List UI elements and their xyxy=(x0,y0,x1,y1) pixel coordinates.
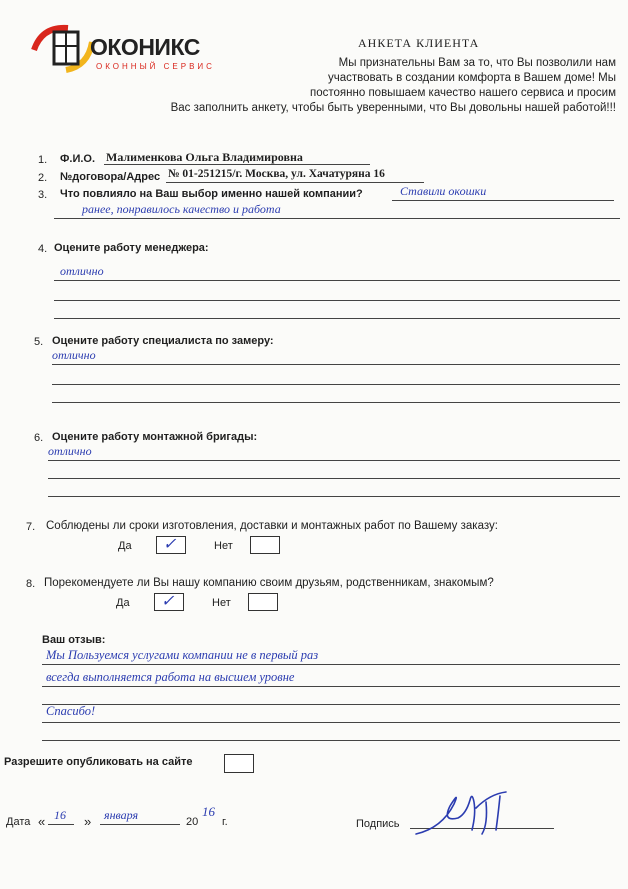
q8-no-checkbox[interactable] xyxy=(248,593,278,611)
intro-line: постоянно повышаем качество нашего сервиса и просим xyxy=(310,87,616,99)
q4-line-1 xyxy=(54,280,620,281)
q4-answer[interactable]: отлично xyxy=(60,264,104,278)
date-day[interactable]: 16 xyxy=(54,808,66,822)
q2-number: 2. xyxy=(38,172,48,184)
q8-yes-label: Да xyxy=(116,597,130,609)
q6-line-3 xyxy=(48,496,620,497)
checkmark-icon: ✓ xyxy=(161,593,175,610)
q8-no-label: Нет xyxy=(212,597,231,609)
review-line xyxy=(42,704,620,705)
logo-name: ОКОНИКС xyxy=(90,34,200,60)
date-open-quote: « xyxy=(38,814,46,829)
review-line-text[interactable]: Спасибо! xyxy=(46,704,96,718)
q4-number: 4. xyxy=(38,243,48,255)
logo-subtitle: ОКОННЫЙ СЕРВИС xyxy=(96,62,215,71)
q5-line-1 xyxy=(52,364,620,365)
q1-value[interactable]: Малименкова Ольга Владимировна xyxy=(106,150,303,164)
q7-number: 7. xyxy=(26,521,36,533)
q3-label: Что повлияло на Ваш выбор именно нашей компании? xyxy=(60,188,363,200)
q2-value[interactable]: № 01-251215/г. Москва, ул. Хачатуряна 16 xyxy=(168,168,385,180)
q7-yes-label: Да xyxy=(118,540,132,552)
checkmark-icon: ✓ xyxy=(163,536,177,553)
q5-line-2 xyxy=(52,384,620,385)
review-line xyxy=(42,740,620,741)
q4-line-3 xyxy=(54,318,620,319)
intro-text xyxy=(96,56,616,116)
form-title: АНКЕТА КЛИЕНТА xyxy=(358,36,480,50)
signature-label: Подпись xyxy=(356,818,400,830)
review-line-text[interactable]: Мы Пользуемся услугами компании не в первый раз xyxy=(46,648,319,662)
review-label: Ваш отзыв: xyxy=(42,634,106,646)
date-close-quote: » xyxy=(84,814,92,829)
q6-answer[interactable]: отлично xyxy=(48,444,92,458)
date-month-line xyxy=(100,824,180,825)
q2-label: №договора/Адрес xyxy=(60,171,161,183)
intro-line: участвовать в создании комфорта в Вашем доме! Мы xyxy=(327,72,616,84)
date-year-prefix: 20 xyxy=(186,816,199,828)
date-year-end: г. xyxy=(222,816,228,828)
review-line xyxy=(42,686,620,687)
q1-number: 1. xyxy=(38,154,48,166)
intro-line: Вас заполнить анкету, чтобы быть уверенными, что Вы довольны нашей работой!!! xyxy=(170,102,616,114)
handwritten-signature[interactable] xyxy=(412,784,522,840)
publish-checkbox[interactable] xyxy=(224,754,254,773)
q6-line-1 xyxy=(48,460,620,461)
q2-line xyxy=(166,182,424,183)
q7-yes-checkbox[interactable] xyxy=(156,536,186,554)
review-line xyxy=(42,664,620,665)
date-label: Дата xyxy=(6,816,31,828)
date-year[interactable]: 16 xyxy=(202,804,215,819)
q5-line-3 xyxy=(52,402,620,403)
q5-answer[interactable]: отлично xyxy=(52,348,96,362)
date-day-line xyxy=(48,824,74,825)
q5-label: Оцените работу специалиста по замеру: xyxy=(52,335,274,347)
q6-number: 6. xyxy=(34,432,44,444)
q5-number: 5. xyxy=(34,336,44,348)
q7-no-checkbox[interactable] xyxy=(250,536,280,554)
q4-label: Оцените работу менеджера: xyxy=(54,242,209,254)
review-line xyxy=(42,722,620,723)
q6-label: Оцените работу монтажной бригады: xyxy=(52,431,258,443)
q1-line xyxy=(104,164,370,165)
q6-line-2 xyxy=(48,478,620,479)
q8-yes-checkbox[interactable] xyxy=(154,593,184,611)
q3-line-1 xyxy=(392,200,614,201)
q4-line-2 xyxy=(54,300,620,301)
q3-answer-1[interactable]: Ставили окошки xyxy=(400,184,487,198)
q3-answer-2[interactable]: ранее, понравилось качество и работа xyxy=(82,202,281,216)
window-logo-icon xyxy=(28,20,98,78)
q8-label: Порекомендуете ли Вы нашу компанию своим друзьям, родственникам, знакомым? xyxy=(44,577,494,589)
publish-label: Разрешите опубликовать на сайте xyxy=(4,756,193,768)
date-month[interactable]: января xyxy=(104,808,139,822)
q1-label: Ф.И.О. xyxy=(60,153,96,165)
q3-line-2 xyxy=(54,218,620,219)
review-line-text[interactable]: всегда выполняется работа на высшем уровне xyxy=(46,670,295,684)
intro-line: Мы признательны Вам за то, что Вы позволили нам xyxy=(338,57,616,69)
q7-no-label: Нет xyxy=(214,540,233,552)
q8-number: 8. xyxy=(26,578,36,590)
q3-number: 3. xyxy=(38,189,48,201)
q7-label: Соблюдены ли сроки изготовления, доставки и монтажных работ по Вашему заказу: xyxy=(46,520,498,532)
